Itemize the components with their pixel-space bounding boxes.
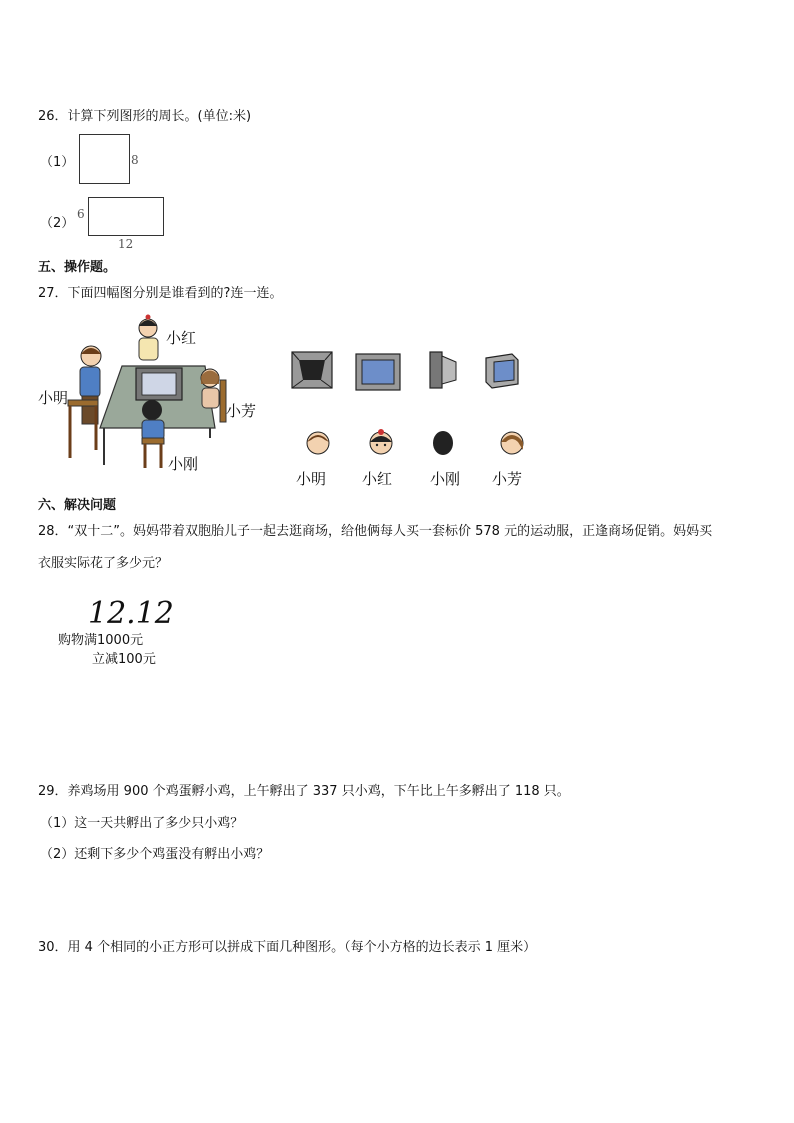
head-xiaoming-icon (305, 428, 331, 456)
rectangle-figure (88, 197, 164, 236)
computer-view-angle-icon (482, 350, 524, 392)
label-xiaofang: 小芳 (226, 402, 257, 420)
section-6-heading: 六、解决问题 (38, 498, 117, 513)
head-xiaofang-icon (498, 428, 526, 456)
q28-line-2: 衣服实际花了多少元？ (38, 556, 169, 571)
promo-date: 12.12 (88, 596, 174, 631)
promo-discount: 立减100元 (92, 652, 156, 667)
q29-line-1: 29．养鸡场用 900 个鸡蛋孵小鸡，上午孵出了 337 只小鸡，下午比上午多孵出了 118 只。 (38, 784, 570, 799)
q26-part1-label: （1） (40, 155, 75, 170)
q29-sub-1: （1）这一天共孵出了多少只小鸡？ (40, 816, 244, 831)
bottom-name-3: 小刚 (430, 470, 461, 488)
q30-line-1: 30．用 4 个相同的小正方形可以拼成下面几种图形。（每个小方格的边长表示 1 厘米） (38, 940, 537, 955)
bottom-name-1: 小明 (296, 470, 327, 488)
q29-sub-2: （2）还剩下多少个鸡蛋没有孵出小鸡？ (40, 847, 270, 862)
square-figure (79, 134, 130, 184)
q26-part2-label: （2） (40, 216, 75, 231)
label-xiaohong: 小红 (166, 329, 197, 347)
computer-view-back-icon (290, 350, 334, 392)
section-5-heading: 五、操作题。 (38, 260, 117, 275)
square-side-label: 8 (131, 153, 139, 167)
rectangle-height-label: 6 (77, 207, 85, 221)
label-xiaogang: 小刚 (168, 455, 199, 473)
head-xiaogang-icon (430, 428, 456, 456)
bottom-name-2: 小红 (362, 470, 393, 488)
rectangle-width-label: 12 (118, 237, 134, 251)
computer-view-side-icon (428, 350, 460, 392)
q28-line-1: 28．“双十二”。妈妈带着双胞胎儿子一起去逛商场，给他俩每人买一套标价 578 元的运动服，正逢商场促销。妈妈买 (38, 524, 713, 539)
label-xiaoming: 小明 (38, 389, 69, 407)
q27-title: 27．下面四幅图分别是谁看到的?连一连。 (38, 286, 283, 301)
q26-title: 26．计算下列图形的周长。(单位:米) (38, 109, 252, 124)
promo-condition: 购物满1000元 (58, 633, 144, 648)
bottom-name-4: 小芳 (492, 470, 523, 488)
computer-view-front-icon (354, 352, 402, 394)
table-scene-illustration (60, 310, 240, 470)
head-xiaohong-icon (368, 428, 394, 456)
